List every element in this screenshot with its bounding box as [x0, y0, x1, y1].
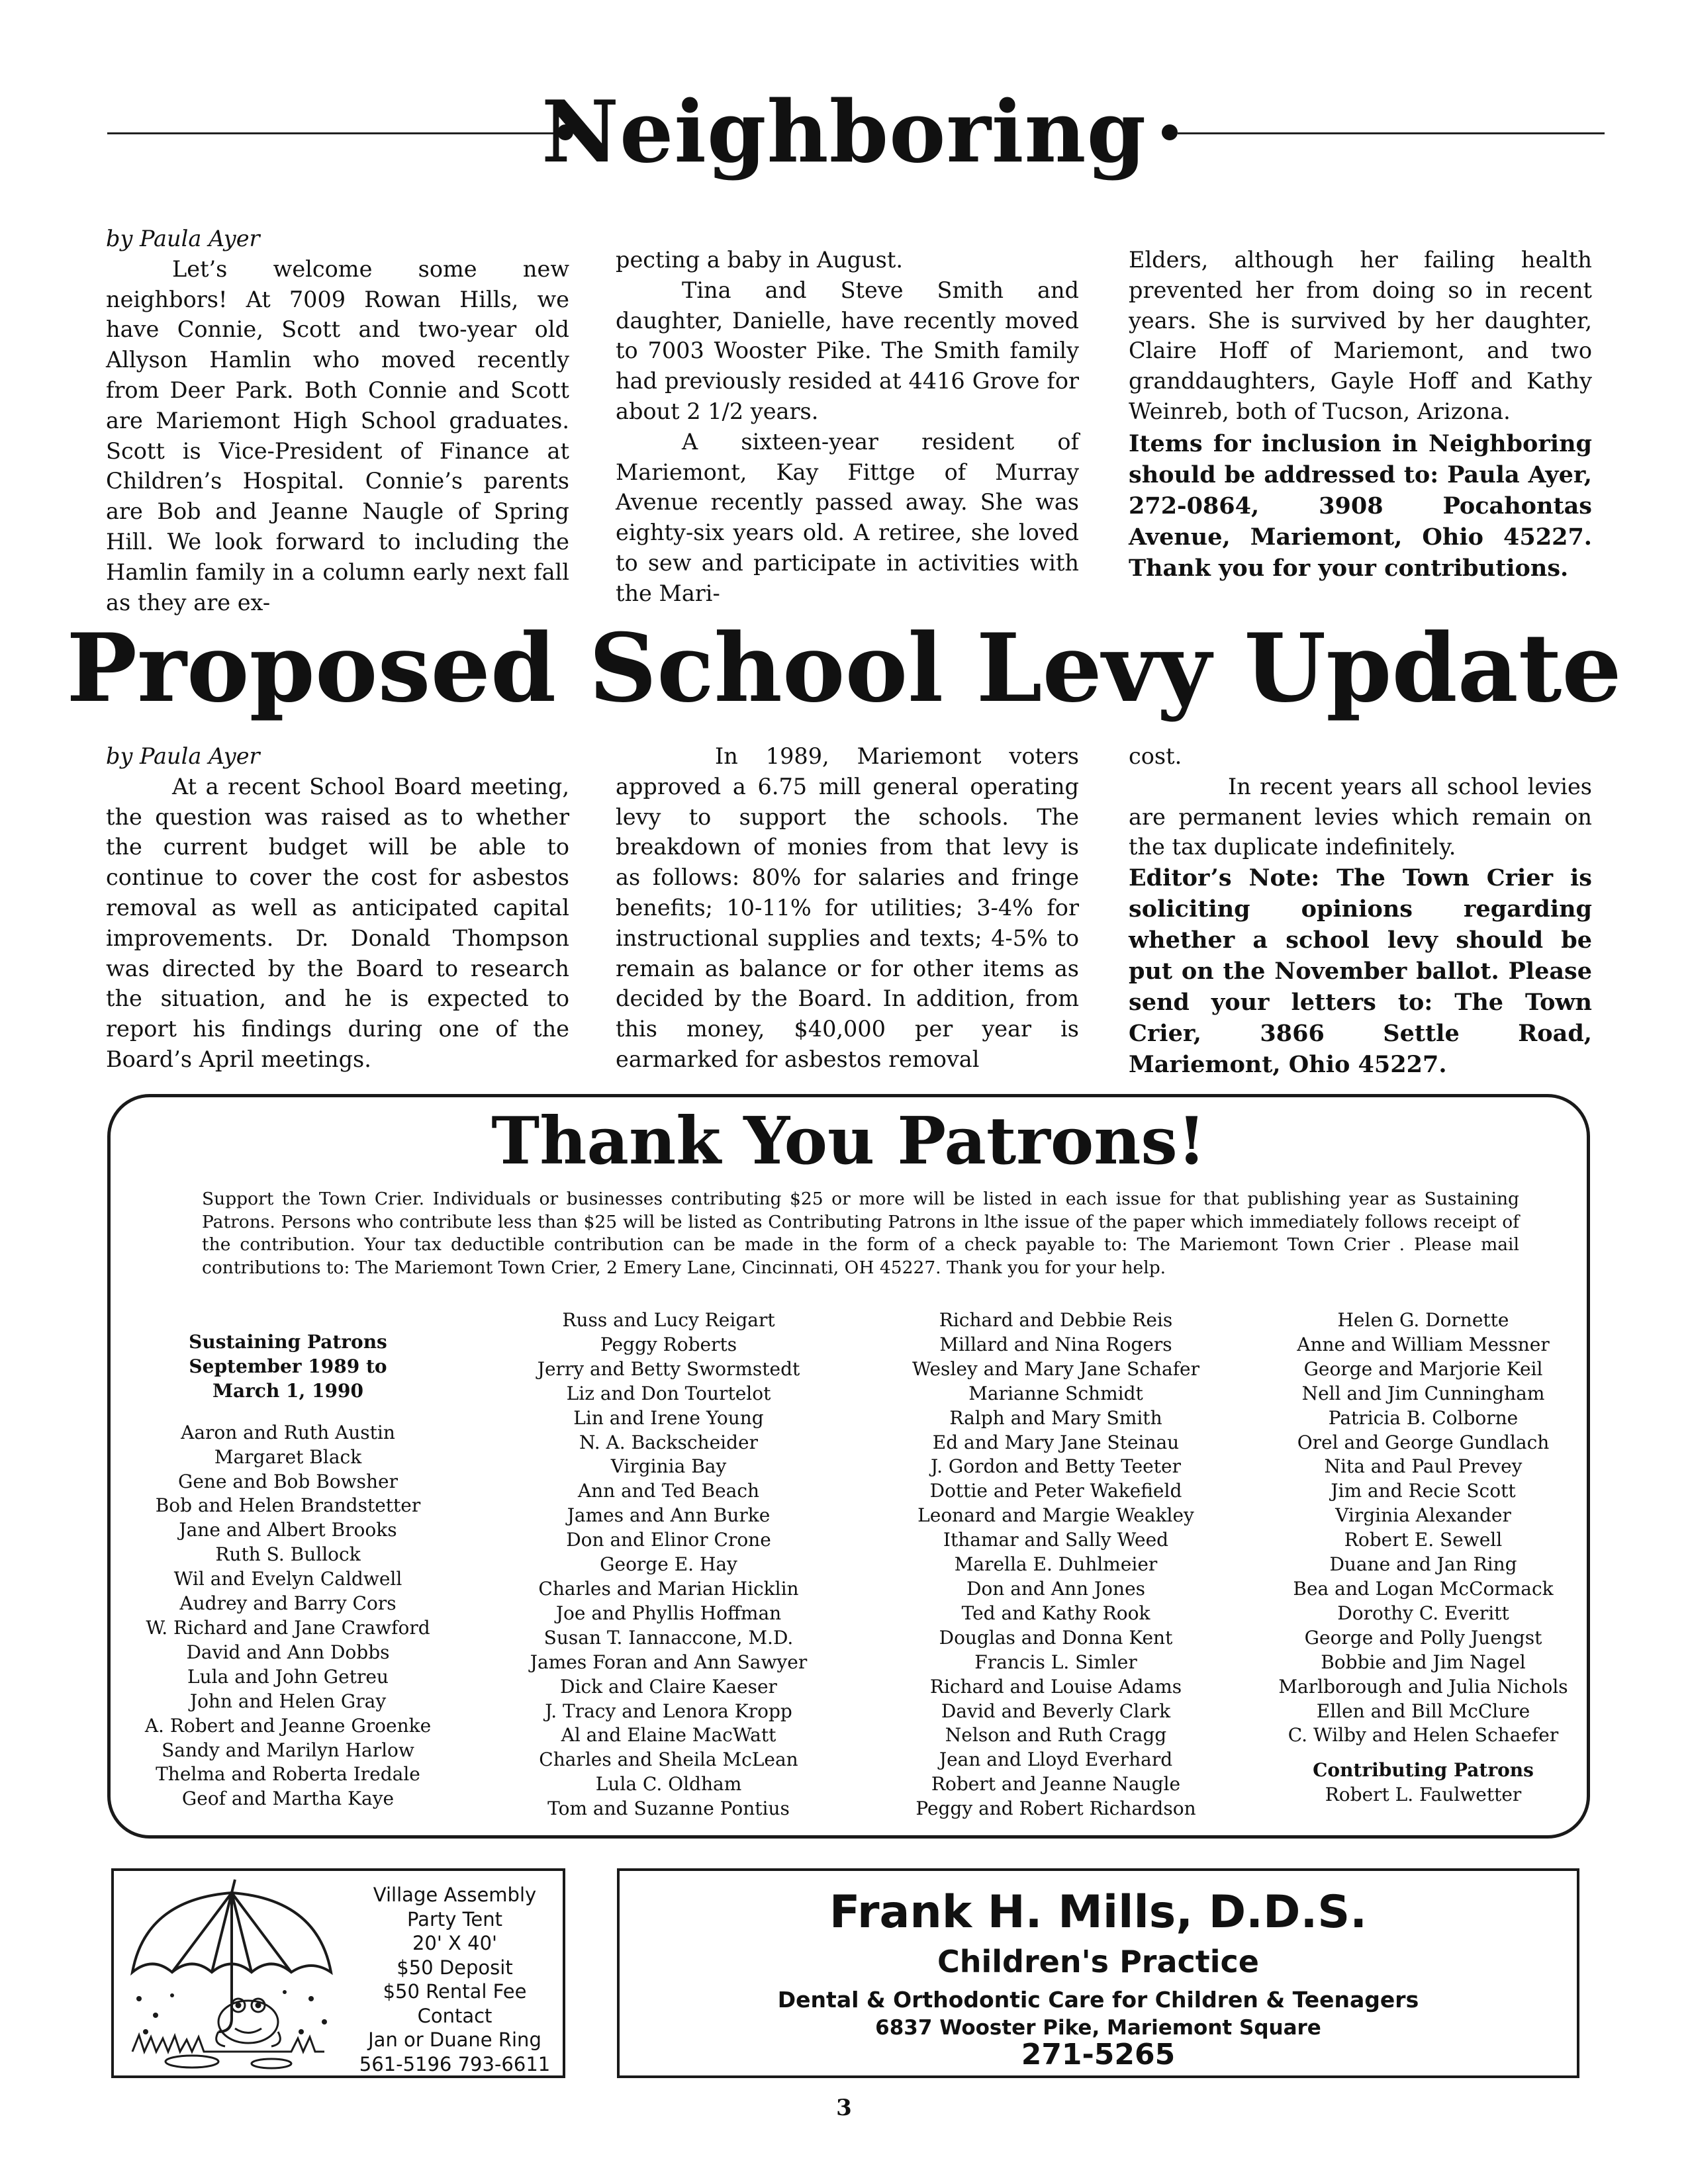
- patron-name: Bea and Logan McCormack: [1293, 1577, 1554, 1600]
- patron-name: Leonard and Margie Weakley: [917, 1504, 1194, 1527]
- patron-name: Jerry and Betty Swormstedt: [537, 1357, 800, 1380]
- paragraph: Elders, although her failing health prevented her from doing so in recent years. She is survived by her daughter, Claire Hoff of Mariemont, and two granddaughters, Gayle Hoff and Kathy Weinreb, both of Tucson, Arizona.: [1129, 247, 1592, 424]
- patron-name: C. Wilby and Helen Schaefer: [1288, 1724, 1559, 1747]
- patron-name: Orel and George Gundlach: [1297, 1431, 1550, 1453]
- patron-name: George and Marjorie Keil: [1303, 1357, 1543, 1380]
- dentist-address: 6837 Wooster Pike, Mariemont Square: [875, 2016, 1321, 2040]
- section-title-levy: Proposed School Levy Update: [66, 614, 1622, 723]
- ad-line: Jan or Duane Ring: [368, 2028, 541, 2051]
- patron-name: Ruth S. Bullock: [215, 1543, 361, 1566]
- patron-name: George and Polly Juengst: [1304, 1626, 1542, 1649]
- patron-name: Charles and Marian Hicklin: [538, 1577, 799, 1600]
- patron-name: Marella E. Duhlmeier: [954, 1553, 1158, 1576]
- section-title-neighboring: Neighboring: [541, 83, 1147, 182]
- ad-line: $50 Deposit: [397, 1956, 513, 1979]
- patron-name: A. Robert and Jeanne Groenke: [144, 1714, 432, 1737]
- patron-name: David and Beverly Clark: [941, 1700, 1171, 1722]
- patron-name: Ann and Ted Beach: [577, 1480, 760, 1502]
- ad-line: Party Tent: [406, 1907, 502, 1931]
- patron-name: Audrey and Barry Cors: [179, 1592, 397, 1615]
- patron-name: Wesley and Mary Jane Schafer: [912, 1357, 1200, 1380]
- paragraph: A sixteen-year resident of Mariemont, Kay Fittge of Murray Avenue recently passed away. She was eighty-six years old. A retiree, she loved to sew and participate in activities with the Mari-: [616, 428, 1079, 606]
- patron-name: Helen G. Dornette: [1337, 1309, 1509, 1331]
- patron-name: Geof and Martha Kaye: [181, 1788, 395, 1810]
- spacer: [1271, 1748, 1575, 1758]
- patron-name: Aaron and Ruth Austin: [181, 1421, 395, 1443]
- patron-name: Charles and Sheila McLean: [539, 1749, 798, 1771]
- dentist-services: Dental & Orthodontic Care for Children & Teenagers: [777, 1987, 1419, 2013]
- patron-name: David and Ann Dobbs: [186, 1641, 390, 1663]
- patron-name: Liz and Don Tourtelot: [566, 1382, 771, 1404]
- patron-name: Al and Elaine MacWatt: [561, 1724, 776, 1747]
- byline: by Paula Ayer: [106, 226, 260, 251]
- patron-name: Richard and Louise Adams: [929, 1675, 1182, 1698]
- patron-name: Peggy Roberts: [600, 1333, 737, 1355]
- patron-name: Francis L. Simler: [974, 1651, 1137, 1673]
- patron-name: Robert L. Faulwetter: [1325, 1784, 1522, 1806]
- patron-name: Dorothy C. Everitt: [1337, 1602, 1509, 1624]
- ad-line: Contact: [417, 2004, 492, 2027]
- paragraph: In 1989, Mariemont voters approved a 6.75 mill general operating levy to support the schools. The breakdown of monies from that levy is as follows: 80% for salaries and fringe benefits; 10-11% for utilities; 3-4% for instructional supplies and texts; 4-5% to remain as balance or for other items as decided by the Board. In addition, from this money, $40,000 per year is earmarked for asbestos removal: [616, 743, 1079, 1072]
- paragraph: cost.: [1129, 743, 1182, 769]
- patron-name: Joe and Phyllis Hoffman: [555, 1602, 782, 1624]
- editors-note: Editor’s Note: The Town Crier is soliciting opinions regarding whether a school levy should be put on the November ballot. Please send your letters to: The Town Crier, 3866 Settle Road, Mariemont, Ohio 45227.: [1129, 864, 1592, 1079]
- levy-column-2: [616, 741, 1079, 1075]
- patron-name: Nell and Jim Cunningham: [1301, 1382, 1545, 1404]
- ad-line: $50 Rental Fee: [383, 1980, 527, 2003]
- sustaining-patrons-heading: September 1989 to: [189, 1355, 387, 1377]
- patron-name: Susan T. Iannaccone, M.D.: [543, 1626, 794, 1649]
- patron-name: Bobbie and Jim Nagel: [1321, 1651, 1526, 1673]
- patron-name: Ellen and Bill McClure: [1316, 1700, 1530, 1722]
- byline: by Paula Ayer: [106, 743, 260, 769]
- paragraph: pecting a baby in August.: [616, 247, 903, 273]
- patron-name: Wil and Evelyn Caldwell: [173, 1568, 402, 1590]
- neighboring-column-2: [616, 245, 1079, 609]
- patron-name: Douglas and Donna Kent: [939, 1626, 1173, 1649]
- patron-name: Dottie and Peter Wakefield: [929, 1480, 1182, 1502]
- patron-name: Tom and Suzanne Pontius: [547, 1797, 790, 1820]
- patrons-intro: Support the Town Crier. Individuals or businesses contributing $25 or more will be listed in each issue for that publishing year as Sustaining Patrons. Persons who contribute less than $25 will be listed as Contributing Patrons in lthe issue of the paper which immediately follows receipt of the contribution. Your tax deductible contribution can be made in the form of a check payable to: The Mariemont Town Crier . Please mail contributions to: The Mariemont Town Crier, 2 Emery Lane, Cincinnati, OH 45227. Thank you for your help.: [202, 1189, 1519, 1278]
- sustaining-patrons-heading: March 1, 1990: [212, 1379, 363, 1402]
- umbrella-frog-illustration: [119, 1873, 344, 2071]
- ad-line: 20' X 40': [412, 1932, 498, 1954]
- grass-and-pond: [132, 2035, 324, 2068]
- patron-name: Marlborough and Julia Nichols: [1278, 1675, 1568, 1698]
- patron-name: Duane and Jan Ring: [1329, 1553, 1517, 1576]
- patron-name: Don and Ann Jones: [966, 1577, 1146, 1600]
- patron-name: Sandy and Marilyn Harlow: [162, 1739, 414, 1761]
- patron-name: Patricia B. Colborne: [1328, 1406, 1519, 1429]
- paragraph: Let’s welcome some new neighbors! At 7009 Rowan Hills, we have Connie, Scott and two-year old Allyson Hamlin who moved recently from Deer Park. Both Connie and Scott are Mariemont High School graduates. Scott is Vice-President of Finance at Children’s Hospital. Connie’s parents are Bob and Jeanne Naugle of Spring Hill. We look forward to including the Hamlin family in a column early next fall as they are ex-: [106, 255, 569, 615]
- submission-note: Items for inclusion in Neighboring should be addressed to: Paula Ayer, 272-0864, 3908 Pocahontas Avenue, Mariemont, Ohio 45227. Thank you for your contributions.: [1129, 430, 1592, 582]
- patron-name: Thelma and Roberta Iredale: [156, 1763, 420, 1786]
- patrons-column-2: [503, 1308, 834, 1821]
- paragraph: In recent years all school levies are permanent levies which remain on the tax duplicate indefinitely.: [1129, 773, 1592, 860]
- patron-name: Ted and Kathy Rook: [961, 1602, 1150, 1624]
- patrons-column-1: [132, 1330, 444, 1811]
- patron-name: Gene and Bob Bowsher: [177, 1470, 398, 1492]
- dentist-phone: 271-5265: [1021, 2038, 1176, 2071]
- patrons-title: Thank You Patrons!: [491, 1103, 1206, 1179]
- patron-name: Virginia Bay: [610, 1455, 727, 1478]
- patron-name: Peggy and Robert Richardson: [915, 1797, 1196, 1820]
- levy-column-1: [106, 741, 569, 1075]
- patron-name: James Foran and Ann Sawyer: [530, 1651, 808, 1673]
- patron-name: Jim and Recie Scott: [1331, 1480, 1516, 1502]
- patron-name: J. Tracy and Lenora Kropp: [545, 1700, 792, 1722]
- patron-name: Jane and Albert Brooks: [179, 1519, 397, 1541]
- patron-name: W. Richard and Jane Crawford: [146, 1616, 430, 1639]
- patron-name: Jean and Lloyd Everhard: [939, 1749, 1173, 1771]
- spacer: [132, 1404, 444, 1421]
- patron-name: George E. Hay: [600, 1553, 737, 1576]
- patron-name: Lin and Irene Young: [573, 1406, 764, 1429]
- neighboring-column-1: [106, 224, 569, 617]
- patron-name: Virginia Alexander: [1335, 1504, 1511, 1527]
- patron-name: Anne and William Messner: [1297, 1333, 1550, 1355]
- patron-name: Marianne Schmidt: [968, 1382, 1143, 1404]
- umbrella-top: [232, 1880, 235, 1893]
- contributing-patrons-heading: Contributing Patrons: [1313, 1759, 1534, 1782]
- page-number: 3: [836, 2095, 852, 2121]
- ad-line: Village Assembly: [373, 1884, 537, 1906]
- patron-name: Richard and Debbie Reis: [939, 1309, 1173, 1331]
- patron-name: Ralph and Mary Smith: [949, 1406, 1162, 1429]
- patron-name: Millard and Nina Rogers: [939, 1333, 1172, 1355]
- bullet-dot-right: [1162, 124, 1178, 140]
- patron-name: Don and Elinor Crone: [566, 1529, 771, 1551]
- dentist-practice: Children's Practice: [937, 1944, 1259, 1979]
- paragraph: At a recent School Board meeting, the question was raised as to whether the current budget will be able to continue to cover the cost for asbestos removal as well as anticipated capital improvements. Dr. Donald Thompson was directed by the Board to research the situation, and he is expected to report his findings during one of the Board’s April meetings.: [106, 773, 569, 1072]
- paragraph: Tina and Steve Smith and daughter, Danielle, have recently moved to 7003 Wooster Pike. The Smith family had previously resided at 4416 Grove for about 2 1/2 years.: [616, 277, 1079, 424]
- patron-name: Nelson and Ruth Cragg: [945, 1724, 1167, 1747]
- neighboring-column-3: [1129, 245, 1592, 584]
- patrons-column-3: [884, 1308, 1228, 1821]
- patron-name: Robert E. Sewell: [1344, 1529, 1503, 1551]
- patron-name: Dick and Claire Kaeser: [560, 1675, 777, 1698]
- patron-name: Ed and Mary Jane Steinau: [932, 1431, 1180, 1453]
- patron-name: Nita and Paul Prevey: [1324, 1455, 1523, 1478]
- patron-name: Lula C. Oldham: [595, 1773, 742, 1796]
- patron-name: Bob and Helen Brandstetter: [155, 1494, 421, 1517]
- ad-line: 561-5196 793-6611: [359, 2052, 551, 2075]
- dentist-name: Frank H. Mills, D.D.S.: [829, 1886, 1368, 1938]
- patron-name: James and Ann Burke: [567, 1504, 771, 1527]
- patron-name: J. Gordon and Betty Teeter: [931, 1455, 1181, 1478]
- patrons-column-4: [1271, 1308, 1575, 1807]
- sustaining-patrons-heading: Sustaining Patrons: [189, 1331, 387, 1353]
- patron-name: N. A. Backscheider: [579, 1431, 758, 1453]
- frog-figure: [216, 1999, 281, 2046]
- patron-name: Russ and Lucy Reigart: [562, 1309, 775, 1331]
- header-rule-right: [1178, 132, 1605, 134]
- levy-column-3: [1129, 741, 1592, 1080]
- patron-name: Robert and Jeanne Naugle: [931, 1773, 1181, 1796]
- patron-name: Margaret Black: [214, 1445, 362, 1468]
- patron-name: Lula and John Getreu: [187, 1665, 389, 1688]
- ad-tent-text: [346, 1883, 564, 2076]
- patron-name: John and Helen Gray: [189, 1690, 387, 1712]
- patron-name: Ithamar and Sally Weed: [943, 1529, 1169, 1551]
- umbrella-handle: [218, 1893, 232, 2032]
